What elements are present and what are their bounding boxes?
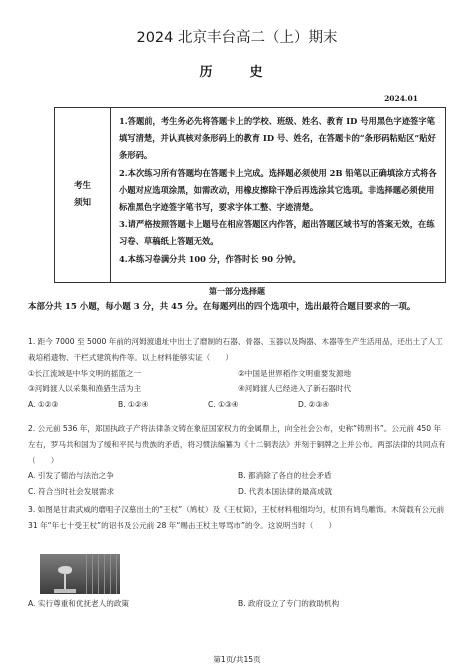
option-c: C. 符合当时社会发展需求 (28, 487, 115, 497)
notice-item-1: 1.答题前，考生务必先将答题卡上的学校、班级、姓名、教育 ID 号用黑色字迹签字笔填写清楚，并认真核对条形码上的教育 ID 号、姓名，在答题卡的“条形码粘贴区”贴好条形码。 (119, 116, 436, 161)
question-3-options-row1 (28, 596, 448, 612)
question-1-statements-row2 (28, 381, 448, 397)
page-footer: 第1页/共15页 (213, 655, 261, 664)
question-1 (28, 334, 448, 413)
notice-item-3: 3.请严格按照答题卡上题号在相应答题区内作答，超出答题区域书写的答案无效，在练习卷、草稿纸上答题无效。 (119, 219, 435, 247)
notice-item-4: 4.本练习卷满分共 100 分，作答时长 90 分钟。 (119, 253, 301, 264)
notice-label-line1: 考生 (73, 181, 91, 191)
notice-label-line2: 须知 (73, 198, 91, 208)
question-3-options (28, 596, 448, 612)
question-2 (28, 421, 448, 500)
statement-3: ③河姆渡人以采集和渔猎生活为主 (28, 384, 142, 394)
option-a: A. ①②③ (28, 400, 59, 410)
question-1-stem: 1. 距今 7000 至 5000 年前的河姆渡遗址中出土了磨制的石器、骨器、玉器以及陶器、木器等生产生活用品，还出土了人工栽培稻遗物、干栏式建筑构件等。以上材料能够实证（ ） (28, 337, 443, 362)
staff-base (54, 589, 76, 593)
wang-zhang-photo (40, 554, 120, 594)
bamboo-slip-line (98, 554, 99, 594)
notice-body (111, 108, 445, 282)
question-2-options-row1 (28, 468, 448, 484)
bamboo-slip-line (92, 554, 93, 594)
option-b: B. ①②④ (118, 400, 149, 410)
question-3 (28, 502, 448, 534)
bamboo-slip-line (86, 554, 87, 594)
option-a: A. 引发了德治与法治之争 (28, 471, 114, 481)
notice-item-2: 2.本次练习所有答题均在答题卡上完成。选择题必须使用 2B 铅笔以正确填涂方式将各小题对应选项涂黑，如需改动，用橡皮擦除干净后再选涂其它选项。非选择题必须使用标准黑色字迹签字笔书写，要求字体工整、字迹清楚。 (119, 167, 437, 213)
exam-date: 2024.01 (384, 94, 418, 103)
statement-2: ②中国是世界稻作文明重要发源地 (238, 368, 352, 378)
question-1-options (28, 397, 448, 413)
question-3-stem: 3. 如图是甘肃武威的磨咀子汉墓出土的“王杖”（鸠杖）及《王杖简》，王杖材料粗细均匀，杖顶有鸠鸟雕饰。木简载有公元前 31 年“年七十受王杖”的诏书及公元前 28 年“赐击王杖主辱骂市”的令。这说明当时（ ） (28, 505, 445, 530)
question-2-stem: 2. 公元前 536 年，郑国执政子产将法律条文铸在象征国家权力的金属鼎上，向全社会公布，史称“铸刑书”。公元前 450 年左右，罗马共和国为了缓和平民与贵族的矛盾，将习惯法编纂为《十二铜表法》并刻于铜牌之上并公布。两部法律的共同点有（ ） (28, 424, 446, 465)
notice-label (55, 108, 111, 282)
question-2-options-row2 (28, 484, 448, 500)
option-b: B. 都消除了各自的社会矛盾 (238, 471, 332, 481)
section-intro: 本部分共 15 小题，每小题 3 分，共 45 分。在每题列出的四个选项中，选出最符合题目要求的一项。 (28, 302, 416, 312)
subject-title: 历 史 (199, 65, 275, 80)
option-d: D. 代表本国法律的最高成就 (238, 487, 333, 497)
option-d: D. ②③④ (298, 400, 330, 410)
bamboo-slip-line (116, 554, 117, 594)
bamboo-slip-line (110, 554, 111, 594)
option-a: A. 实行尊重和优抚老人的政策 (28, 599, 130, 608)
exam-title: 2024 北京丰台高二（上）期末 (136, 30, 338, 46)
question-1-statements-row1 (28, 366, 448, 382)
option-c: C. ①③④ (208, 400, 239, 410)
statement-1: ①长江流域是中华文明的摇篮之一 (28, 368, 142, 378)
option-b: B. 政府设立了专门的救助机构 (238, 599, 340, 608)
bamboo-slip-line (104, 554, 105, 594)
candidate-notice-box (54, 107, 446, 283)
statement-4: ④河姆渡人已经进入了新石器时代 (238, 384, 352, 394)
section-title: 第一部分选择题 (209, 286, 265, 296)
